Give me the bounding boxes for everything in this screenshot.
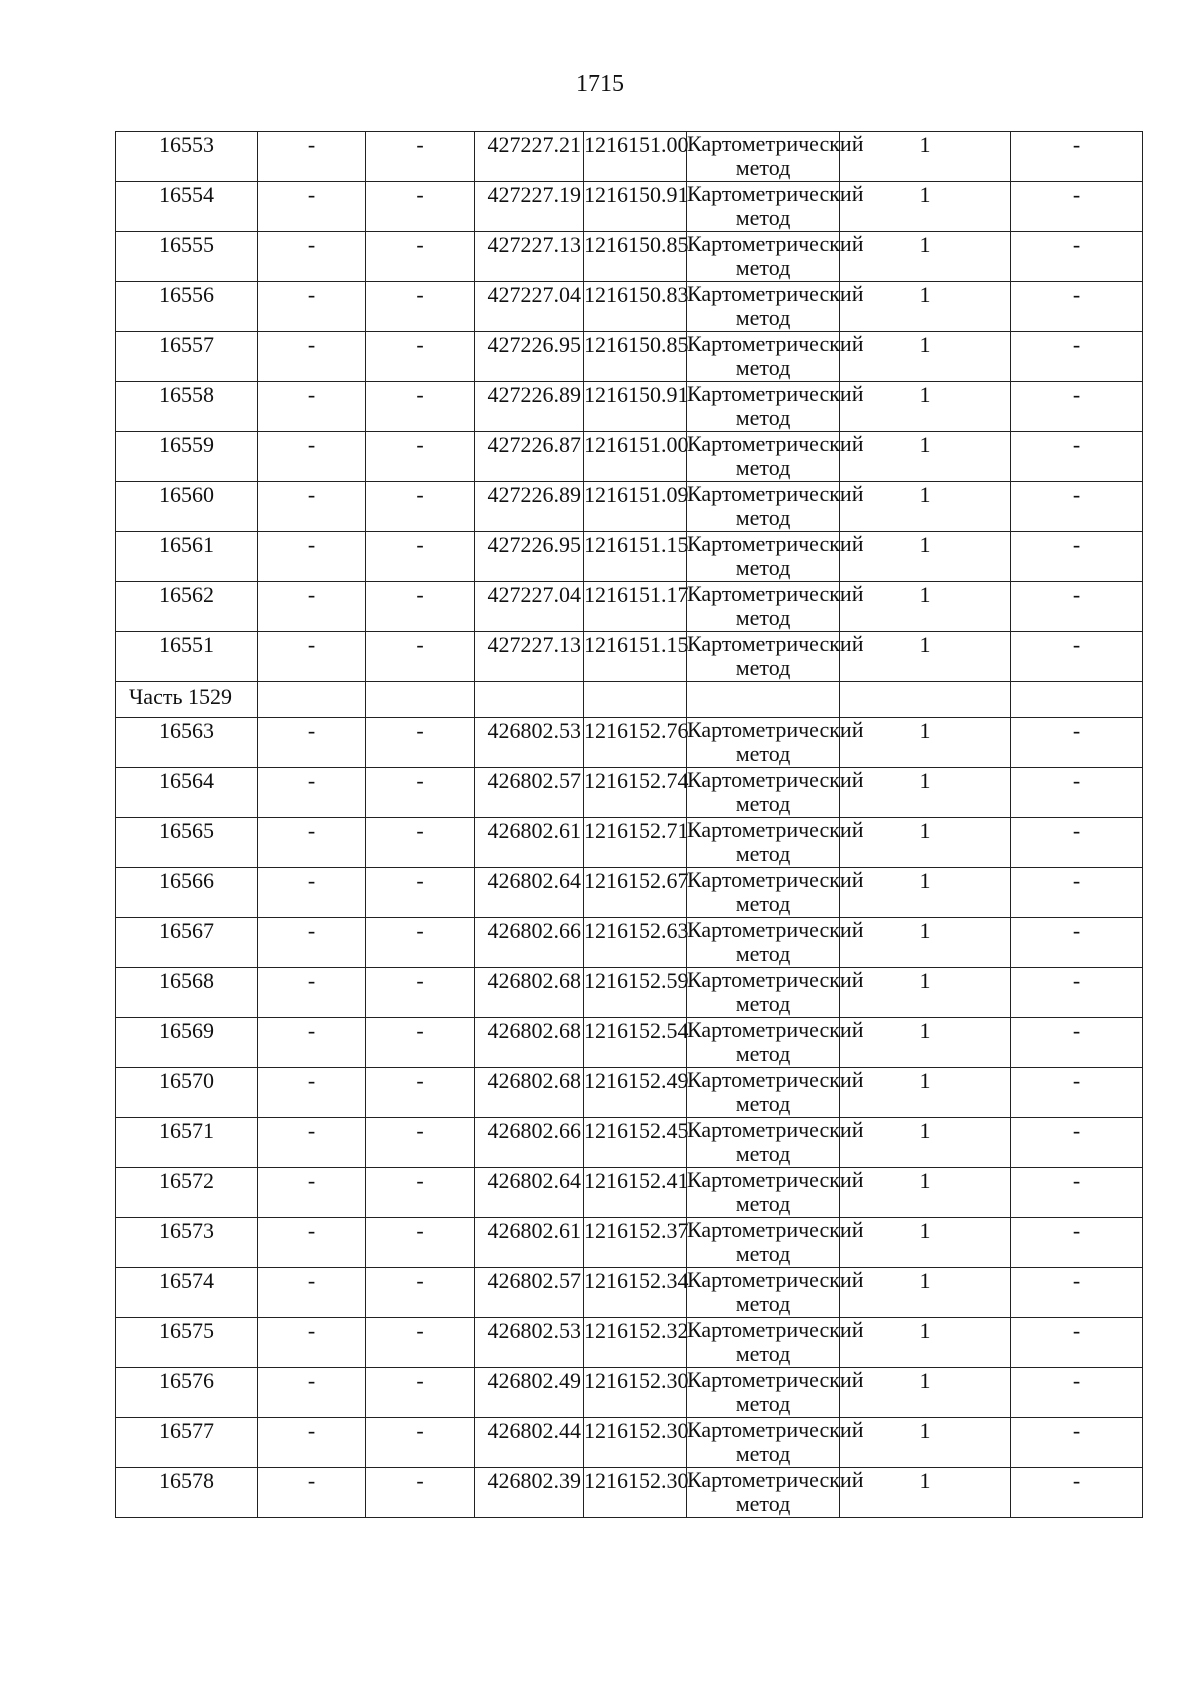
method-cell: Картометрический метод: [687, 817, 864, 866]
table-row: [116, 1218, 1143, 1268]
last-dash-cell: -: [1011, 482, 1143, 532]
method-cell: Картометрический метод: [687, 581, 864, 630]
method-cell: Картометрический метод: [687, 381, 864, 430]
dash-cell: -: [258, 632, 366, 682]
count-cell: 1: [840, 1068, 1011, 1118]
last-dash-cell: -: [1011, 1218, 1143, 1268]
point-id-cell: 16562: [116, 582, 258, 632]
table-row: [116, 918, 1143, 968]
dash-cell: -: [258, 968, 366, 1018]
last-dash-cell: -: [1011, 1268, 1143, 1318]
y-coordinate-cell: 1216151.15: [584, 532, 687, 582]
last-dash-cell: -: [1011, 768, 1143, 818]
x-coordinate-cell: 426802.66: [475, 918, 584, 968]
table-row: [116, 768, 1143, 818]
dash-cell: -: [258, 1418, 366, 1468]
point-id-cell: 16564: [116, 768, 258, 818]
dash-cell: -: [366, 1268, 475, 1318]
point-id-cell: 16555: [116, 232, 258, 282]
dash-cell: -: [258, 1118, 366, 1168]
dash-cell: -: [258, 818, 366, 868]
x-coordinate-cell: 426802.64: [475, 868, 584, 918]
table-body: [116, 132, 1143, 1518]
empty-cell: [258, 682, 366, 718]
table-row: [116, 282, 1143, 332]
x-coordinate-cell: 426802.61: [475, 1218, 584, 1268]
last-dash-cell: -: [1011, 818, 1143, 868]
dash-cell: -: [366, 1368, 475, 1418]
dash-cell: -: [258, 432, 366, 482]
dash-cell: -: [366, 1168, 475, 1218]
last-dash-cell: -: [1011, 1318, 1143, 1368]
point-id-cell: 16569: [116, 1018, 258, 1068]
count-cell: 1: [840, 718, 1011, 768]
y-coordinate-cell: 1216152.59: [584, 968, 687, 1018]
count-cell: 1: [840, 1218, 1011, 1268]
method-cell: Картометрический метод: [687, 631, 864, 680]
last-dash-cell: -: [1011, 1068, 1143, 1118]
empty-cell: [1011, 682, 1143, 718]
point-id-cell: 16560: [116, 482, 258, 532]
y-coordinate-cell: 1216151.09: [584, 482, 687, 532]
dash-cell: -: [366, 532, 475, 582]
y-coordinate-cell: 1216150.91: [584, 382, 687, 432]
method-cell: Картометрический метод: [687, 1217, 864, 1266]
last-dash-cell: -: [1011, 718, 1143, 768]
dash-cell: -: [366, 232, 475, 282]
last-dash-cell: -: [1011, 132, 1143, 182]
x-coordinate-cell: 427227.04: [475, 582, 584, 632]
dash-cell: -: [366, 1418, 475, 1468]
y-coordinate-cell: 1216152.30: [584, 1418, 687, 1468]
method-cell: Картометрический метод: [687, 181, 864, 230]
point-id-cell: 16576: [116, 1368, 258, 1418]
point-id-cell: 16570: [116, 1068, 258, 1118]
dash-cell: -: [366, 632, 475, 682]
method-cell: Картометрический метод: [687, 917, 864, 966]
section-label: Часть 1529: [116, 682, 258, 718]
dash-cell: -: [258, 1168, 366, 1218]
x-coordinate-cell: 426802.53: [475, 718, 584, 768]
y-coordinate-cell: 1216150.85: [584, 232, 687, 282]
dash-cell: -: [258, 1368, 366, 1418]
count-cell: 1: [840, 1318, 1011, 1368]
point-id-cell: 16575: [116, 1318, 258, 1368]
last-dash-cell: -: [1011, 1418, 1143, 1468]
last-dash-cell: -: [1011, 1118, 1143, 1168]
point-id-cell: 16556: [116, 282, 258, 332]
count-cell: 1: [840, 232, 1011, 282]
dash-cell: -: [366, 182, 475, 232]
x-coordinate-cell: 427226.95: [475, 532, 584, 582]
y-coordinate-cell: 1216152.41: [584, 1168, 687, 1218]
y-coordinate-cell: 1216152.30: [584, 1368, 687, 1418]
last-dash-cell: -: [1011, 632, 1143, 682]
method-cell: Картометрический метод: [687, 531, 864, 580]
count-cell: 1: [840, 382, 1011, 432]
dash-cell: -: [366, 868, 475, 918]
y-coordinate-cell: 1216150.91: [584, 182, 687, 232]
table-row: [116, 1318, 1143, 1368]
method-cell: Картометрический метод: [687, 1067, 864, 1116]
point-id-cell: 16571: [116, 1118, 258, 1168]
table-row: [116, 582, 1143, 632]
point-id-cell: 16573: [116, 1218, 258, 1268]
dash-cell: -: [258, 232, 366, 282]
dash-cell: -: [258, 1068, 366, 1118]
dash-cell: -: [258, 718, 366, 768]
last-dash-cell: -: [1011, 382, 1143, 432]
table-row: [116, 432, 1143, 482]
y-coordinate-cell: 1216152.54: [584, 1018, 687, 1068]
dash-cell: -: [258, 1318, 366, 1368]
empty-cell: [584, 682, 687, 718]
point-id-cell: 16554: [116, 182, 258, 232]
x-coordinate-cell: 426802.57: [475, 768, 584, 818]
count-cell: 1: [840, 918, 1011, 968]
dash-cell: -: [366, 332, 475, 382]
y-coordinate-cell: 1216151.15: [584, 632, 687, 682]
dash-cell: -: [366, 582, 475, 632]
y-coordinate-cell: 1216152.45: [584, 1118, 687, 1168]
table-row: [116, 132, 1143, 182]
y-coordinate-cell: 1216152.34: [584, 1268, 687, 1318]
x-coordinate-cell: 426802.68: [475, 968, 584, 1018]
table-row: [116, 818, 1143, 868]
table-row: [116, 482, 1143, 532]
point-id-cell: 16551: [116, 632, 258, 682]
method-cell: Картометрический метод: [687, 231, 864, 280]
method-cell: Картометрический метод: [687, 431, 864, 480]
last-dash-cell: -: [1011, 332, 1143, 382]
dash-cell: -: [258, 282, 366, 332]
x-coordinate-cell: 427226.95: [475, 332, 584, 382]
x-coordinate-cell: 427227.13: [475, 632, 584, 682]
point-id-cell: 16568: [116, 968, 258, 1018]
table-row: [116, 868, 1143, 918]
dash-cell: -: [258, 132, 366, 182]
point-id-cell: 16577: [116, 1418, 258, 1468]
dash-cell: -: [366, 768, 475, 818]
table-row: [116, 332, 1143, 382]
count-cell: 1: [840, 1368, 1011, 1418]
method-cell: Картометрический метод: [687, 1417, 864, 1466]
last-dash-cell: -: [1011, 582, 1143, 632]
last-dash-cell: -: [1011, 532, 1143, 582]
dash-cell: -: [258, 1218, 366, 1268]
y-coordinate-cell: 1216151.17: [584, 582, 687, 632]
last-dash-cell: -: [1011, 968, 1143, 1018]
count-cell: 1: [840, 1118, 1011, 1168]
count-cell: 1: [840, 1168, 1011, 1218]
x-coordinate-cell: 426802.57: [475, 1268, 584, 1318]
x-coordinate-cell: 426802.68: [475, 1068, 584, 1118]
last-dash-cell: -: [1011, 282, 1143, 332]
last-dash-cell: -: [1011, 1168, 1143, 1218]
point-id-cell: 16553: [116, 132, 258, 182]
point-id-cell: 16578: [116, 1468, 258, 1518]
table-row: [116, 1068, 1143, 1118]
dash-cell: -: [366, 282, 475, 332]
table-row: [116, 632, 1143, 682]
x-coordinate-cell: 427226.89: [475, 382, 584, 432]
dash-cell: -: [366, 718, 475, 768]
dash-cell: -: [258, 868, 366, 918]
method-cell: Картометрический метод: [687, 131, 864, 180]
dash-cell: -: [258, 1268, 366, 1318]
point-id-cell: 16574: [116, 1268, 258, 1318]
count-cell: 1: [840, 968, 1011, 1018]
method-cell: Картометрический метод: [687, 331, 864, 380]
method-cell: Картометрический метод: [687, 481, 864, 530]
x-coordinate-cell: 426802.44: [475, 1418, 584, 1468]
point-id-cell: 16563: [116, 718, 258, 768]
y-coordinate-cell: 1216150.85: [584, 332, 687, 382]
empty-cell: [840, 682, 1011, 718]
method-cell: Картометрический метод: [687, 967, 864, 1016]
method-cell: Картометрический метод: [687, 1317, 864, 1366]
dash-cell: -: [366, 1318, 475, 1368]
method-cell: Картометрический метод: [687, 867, 864, 916]
page-number: 1715: [576, 71, 624, 97]
point-id-cell: 16565: [116, 818, 258, 868]
x-coordinate-cell: 427227.21: [475, 132, 584, 182]
dash-cell: -: [366, 1018, 475, 1068]
x-coordinate-cell: 427227.19: [475, 182, 584, 232]
method-cell: Картометрический метод: [687, 767, 864, 816]
x-coordinate-cell: 426802.66: [475, 1118, 584, 1168]
dash-cell: -: [366, 482, 475, 532]
method-cell: Картометрический метод: [687, 1467, 864, 1516]
x-coordinate-cell: 427226.89: [475, 482, 584, 532]
point-id-cell: 16561: [116, 532, 258, 582]
table-row: [116, 718, 1143, 768]
table-row: [116, 1118, 1143, 1168]
dash-cell: -: [366, 132, 475, 182]
count-cell: 1: [840, 532, 1011, 582]
last-dash-cell: -: [1011, 1468, 1143, 1518]
count-cell: 1: [840, 818, 1011, 868]
empty-cell: [687, 682, 840, 718]
point-id-cell: 16566: [116, 868, 258, 918]
point-id-cell: 16558: [116, 382, 258, 432]
x-coordinate-cell: 427227.04: [475, 282, 584, 332]
table-row: [116, 1168, 1143, 1218]
method-cell: Картометрический метод: [687, 1367, 864, 1416]
count-cell: 1: [840, 432, 1011, 482]
table-row: [116, 968, 1143, 1018]
dash-cell: -: [258, 768, 366, 818]
count-cell: 1: [840, 632, 1011, 682]
dash-cell: -: [258, 918, 366, 968]
y-coordinate-cell: 1216150.83: [584, 282, 687, 332]
dash-cell: -: [258, 582, 366, 632]
count-cell: 1: [840, 132, 1011, 182]
table-row: [116, 1418, 1143, 1468]
table-row: [116, 1468, 1143, 1518]
x-coordinate-cell: 426802.39: [475, 1468, 584, 1518]
count-cell: 1: [840, 868, 1011, 918]
y-coordinate-cell: 1216152.67: [584, 868, 687, 918]
dash-cell: -: [258, 1018, 366, 1068]
y-coordinate-cell: 1216152.74: [584, 768, 687, 818]
last-dash-cell: -: [1011, 1018, 1143, 1068]
x-coordinate-cell: 427226.87: [475, 432, 584, 482]
dash-cell: -: [366, 1068, 475, 1118]
count-cell: 1: [840, 482, 1011, 532]
dash-cell: -: [258, 1468, 366, 1518]
x-coordinate-cell: 426802.64: [475, 1168, 584, 1218]
count-cell: 1: [840, 582, 1011, 632]
dash-cell: -: [258, 332, 366, 382]
count-cell: 1: [840, 768, 1011, 818]
method-cell: Картометрический метод: [687, 717, 864, 766]
table-row: [116, 1018, 1143, 1068]
table-row: [116, 182, 1143, 232]
y-coordinate-cell: 1216152.49: [584, 1068, 687, 1118]
x-coordinate-cell: 427227.13: [475, 232, 584, 282]
dash-cell: -: [366, 1118, 475, 1168]
last-dash-cell: -: [1011, 432, 1143, 482]
table-row: [116, 232, 1143, 282]
y-coordinate-cell: 1216152.76: [584, 718, 687, 768]
dash-cell: -: [258, 482, 366, 532]
empty-cell: [366, 682, 475, 718]
dash-cell: -: [366, 918, 475, 968]
dash-cell: -: [366, 818, 475, 868]
table-row: [116, 1268, 1143, 1318]
count-cell: 1: [840, 182, 1011, 232]
y-coordinate-cell: 1216151.00: [584, 132, 687, 182]
count-cell: 1: [840, 1018, 1011, 1068]
y-coordinate-cell: 1216152.30: [584, 1468, 687, 1518]
dash-cell: -: [258, 382, 366, 432]
y-coordinate-cell: 1216151.00: [584, 432, 687, 482]
method-cell: Картометрический метод: [687, 1017, 864, 1066]
dash-cell: -: [366, 1218, 475, 1268]
dash-cell: -: [366, 382, 475, 432]
count-cell: 1: [840, 1268, 1011, 1318]
section-row: [116, 682, 1143, 718]
count-cell: 1: [840, 332, 1011, 382]
y-coordinate-cell: 1216152.63: [584, 918, 687, 968]
x-coordinate-cell: 426802.68: [475, 1018, 584, 1068]
y-coordinate-cell: 1216152.71: [584, 818, 687, 868]
count-cell: 1: [840, 1468, 1011, 1518]
table-row: [116, 532, 1143, 582]
dash-cell: -: [366, 1468, 475, 1518]
method-cell: Картометрический метод: [687, 1267, 864, 1316]
last-dash-cell: -: [1011, 182, 1143, 232]
point-id-cell: 16572: [116, 1168, 258, 1218]
last-dash-cell: -: [1011, 1368, 1143, 1418]
last-dash-cell: -: [1011, 232, 1143, 282]
method-cell: Картометрический метод: [687, 1117, 864, 1166]
y-coordinate-cell: 1216152.32: [584, 1318, 687, 1368]
coordinates-table: [115, 131, 1143, 1518]
y-coordinate-cell: 1216152.37: [584, 1218, 687, 1268]
table-row: [116, 382, 1143, 432]
x-coordinate-cell: 426802.61: [475, 818, 584, 868]
last-dash-cell: -: [1011, 918, 1143, 968]
empty-cell: [475, 682, 584, 718]
dash-cell: -: [258, 532, 366, 582]
dash-cell: -: [366, 432, 475, 482]
table-row: [116, 1368, 1143, 1418]
dash-cell: -: [258, 182, 366, 232]
point-id-cell: 16557: [116, 332, 258, 382]
last-dash-cell: -: [1011, 868, 1143, 918]
dash-cell: -: [366, 968, 475, 1018]
x-coordinate-cell: 426802.49: [475, 1368, 584, 1418]
point-id-cell: 16559: [116, 432, 258, 482]
count-cell: 1: [840, 1418, 1011, 1468]
count-cell: 1: [840, 282, 1011, 332]
method-cell: Картометрический метод: [687, 281, 864, 330]
point-id-cell: 16567: [116, 918, 258, 968]
x-coordinate-cell: 426802.53: [475, 1318, 584, 1368]
method-cell: Картометрический метод: [687, 1167, 864, 1216]
